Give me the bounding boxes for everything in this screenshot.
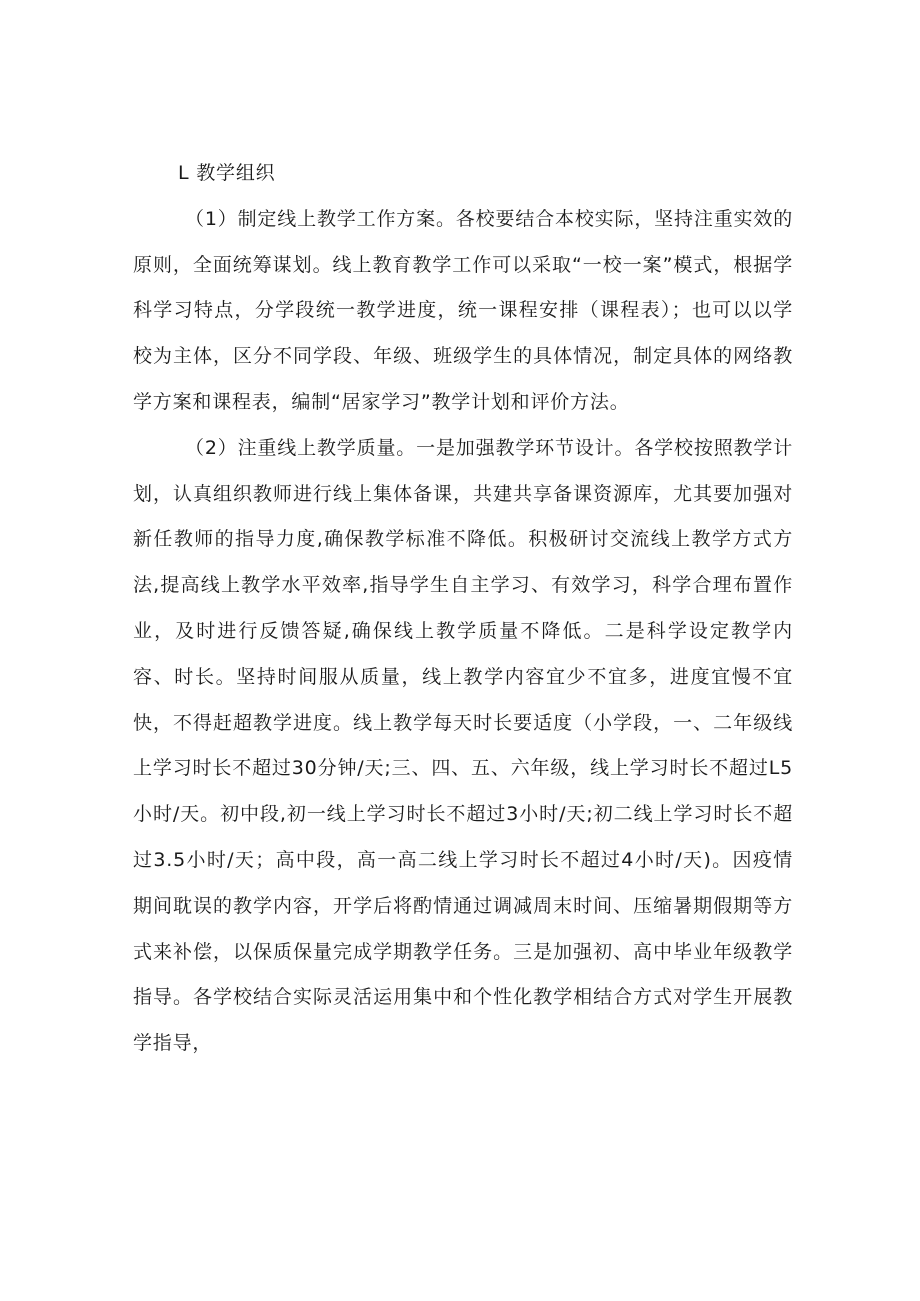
paragraph-teaching-quality: （2）注重线上教学质量。一是加强教学环节设计。各学校按照教学计划，认真组织教师进行线上集体备课，共建共享备课资源库，尤其要加强对新任教师的指导力度,确保教学标准不降低。积极研讨交流线上教学方式方法,提高线上教学水平效率,指导学生自主学习、有效学习，科学合理布置作业，及时进行反馈答疑,确保线上教学质量不降低。二是科学设定教学内容、时长。坚持时间服从质量，线上教学内容宜少不宜多，进度宜慢不宜快，不得赶超教学进度。线上教学每天时长要适度（小学段，一、二年级线上学习时长不超过30分钟/天;三、四、五、六年级，线上学习时长不超过L5小时/天。初中段,初一线上学习时长不超过3小时/天;初二线上学习时长不超过3.5小时/天；高中段，高一高二线上学习时长不超过4小时/天)。因疫情期间耽误的教学内容，开学后将酌情通过调减周末时间、压缩暑期假期等方式来补偿，以保质保量完成学期教学任务。三是加强初、高中毕业年级教学指导。各学校结合实际灵活运用集中和个性化教学相结合方式对学生开展教学指导， (133, 436, 793, 1055)
paragraph-teaching-plan: （1）制定线上教学工作方案。各校要结合本校实际，坚持注重实效的原则，全面统筹谋划。线上教育教学工作可以采取“一校一案”模式，根据学科学习特点，分学段统一教学进度，统一课程安排（课程表）；也可以以学校为主体，区分不同学段、年级、班级学生的具体情况，制定具体的网络教学方案和课程表，编制“居家学习”教学计划和评价方法。 (133, 207, 793, 413)
document-body (133, 151, 793, 1067)
section-heading: L 教学组织 (178, 162, 276, 184)
